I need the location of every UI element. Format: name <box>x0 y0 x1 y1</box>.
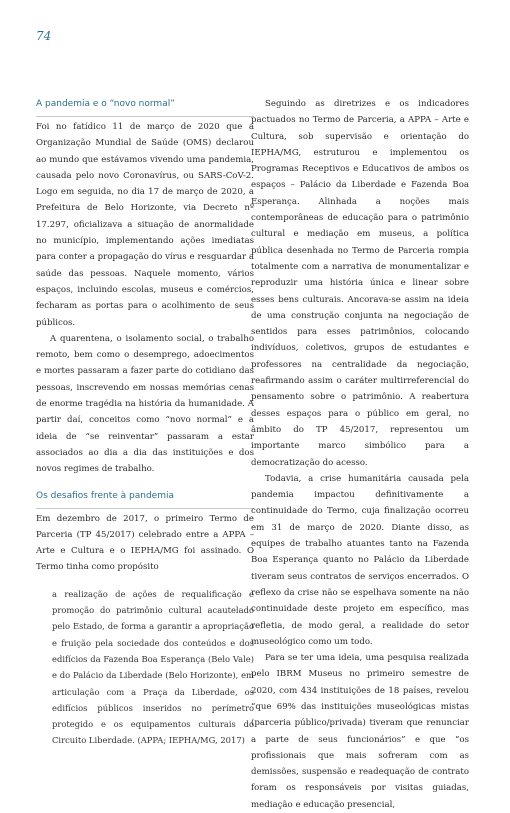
paragraph-ibrm-survey: Para se ter uma ideia, uma pesquisa realizada pelo IBRM Museus no primeiro semestre de 2020, com 434 instituições de 18 países, revelou “que 69% das instituições museológicas mistas (parceria público/privada) tiveram que renunciar a parte de seus funcionários” e que “os profissionais que mais sofreram com as demissões, suspensão e readequação de contrato foram os responsáveis por visitas guiadas, mediação e educação presencial, <box>251 653 469 810</box>
heading-divider <box>36 508 254 509</box>
section-heading-pandemic: A pandemia e o “novo normal” <box>36 99 175 109</box>
right-column <box>251 96 469 813</box>
page-number: 74 <box>36 29 52 43</box>
heading-divider <box>36 116 254 117</box>
paragraph-oms-declaration: Foi no fatídico 11 de março de 2020 que a Organização Mundial de Saúde (OMS) declarou ao mundo que estávamos vivendo uma pandemia, causada pelo novo Coronavírus, ou SARS-CoV-2. Logo em seguida, no dia 17 de março de 2020, a Prefeitura de Belo Horizonte, via Decreto nº 17.297, oficializava a situação de anormalidade no município, implementando ações imediatas para conter a propagação do vírus e resguardar a saúde das pessoas. Naquele momento, vários espaços, incluindo escolas, museus e comércios, fecharam as portas para o acolhimento de seus públicos. <box>36 122 254 328</box>
paragraph-quarantine: A quarentena, o isolamento social, o trabalho remoto, bem como o desemprego, adoecimentos e mortes passaram a fazer parte do cotidiano das pessoas, inscrevendo em nossas memórias cenas de enorme tragédia na história da humanidade. A partir daí, conceitos como “novo normal” e a ideia de “se reinventar” passaram a estar associados ao dia a dia das instituições e dos novos regimes de trabalho. <box>36 333 254 475</box>
paragraph-humanitarian-crisis: Todavia, a crise humanitária causada pela pandemia impactou definitivamente a continuidade do Termo, cuja finalização ocorreu em 31 de março de 2020. Diante disso, as equipes de trabalho atuantes tanto na Fazenda Boa Esperança quanto no Palácio da Liberdade tiveram seus contratos de serviços encerrados. O reflexo da crise não se espelhava somente na não continuidade deste projeto em específico, mas refletia, de modo geral, a realidade do setor museológico como um todo. <box>251 473 469 647</box>
block-quote: a realização de ações de requalificação e promoção do patrimônio cultural acautelado pelo Estado, de forma a garantir a apropriação e fruição pela sociedade dos conteúdos e dos edifícios da Fazenda Boa Esperança (Belo Vale) e do Palácio da Liberdade (Belo Horizonte), em articulação com a Praça da Liberdade, os edifícios públicos inseridos no perímetro protegido e os equipamentos culturais do Circuito Liberdade. (APPA; IEPHA/MG, 2017) <box>52 588 254 746</box>
left-column <box>36 96 254 749</box>
section-heading-challenges: Os desafios frente à pandemia <box>36 490 174 501</box>
paragraph-guidelines: Seguindo as diretrizes e os indicadores pactuados no Termo de Parceria, a APPA – Arte e Cultura, sob supervisão e orientação do IEPHA/MG, estruturou e implementou os Programas Receptivos e Educativos de ambos os espaços – Palácio da Liberdade e Fazenda Boa Esperança. Alinhada a noções mais contemporâneas de educação para o patrimônio cultural e mediação em museus, a política pública desenhada no Termo de Parceria rompia totalmente com a narrativa de monumentalizar e reproduzir uma história única e linear sobre esses bens culturais. Ancorava-se assim na ideia de uma construção conjunta na negociação de sentidos para esses patrimônios, colocando indivíduos, coletivos, grupos de estudantes e professores na centralidade da negociação, reafirmando assim o caráter multirreferencial do pensamento sobre o patrimônio. A reabertura desses espaços para o público em geral, no âmbito do TP 45/2017, representou um importante marco simbólico para a democratização do acesso. <box>251 99 469 468</box>
paragraph-partnership-term: Em dezembro de 2017, o primeiro Termo de Parceria (TP 45/2017) celebrado entre a APPA – Arte e Cultura e o IEPHA/MG foi assinado. O Termo tinha como propósito <box>36 513 254 573</box>
